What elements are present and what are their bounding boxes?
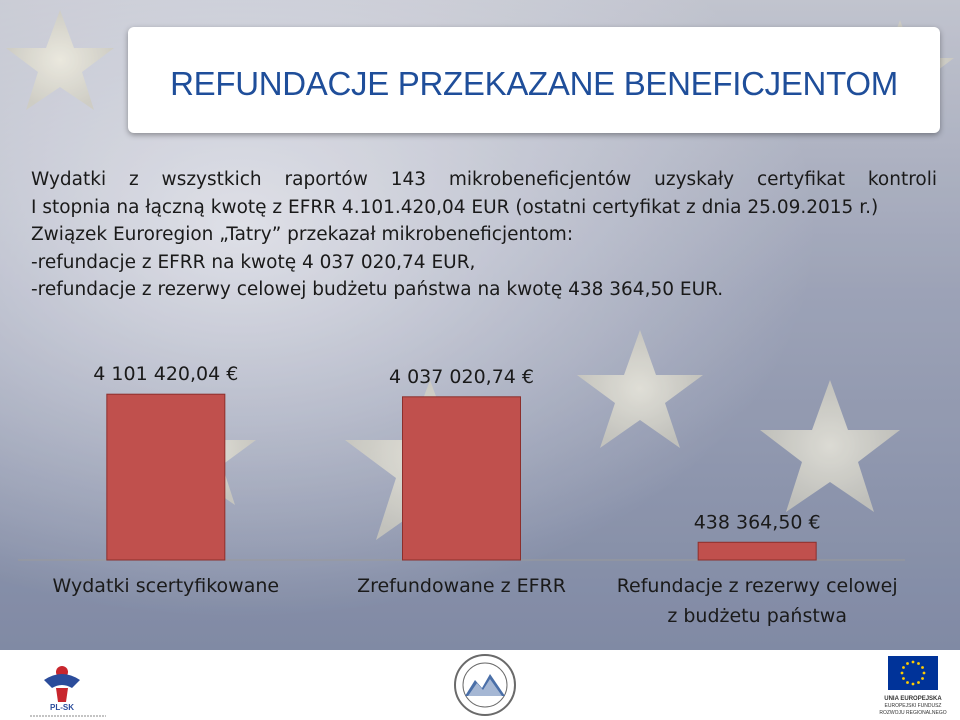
svg-text:ROZWOJU REGIONALNEGO: ROZWOJU REGIONALNEGO — [879, 710, 947, 716]
body-line-1: Wydatki z wszystkich raportów 143 mikrobeneficjentów uzyskały certyfikat kontroli — [31, 169, 937, 190]
svg-text:EUROPEJSKI FUNDUSZ: EUROPEJSKI FUNDUSZ — [884, 703, 942, 709]
data-label-1: 4 101 420,04 € — [93, 363, 239, 386]
body-line-5: -refundacje z rezerwy celowej budżetu państwa na kwotę 438 364,50 EUR. — [31, 279, 724, 300]
eu-star-icon — [901, 672, 904, 675]
eu-star-icon — [912, 683, 915, 686]
body-text — [31, 166, 937, 304]
eu-star-icon — [912, 661, 915, 664]
bar-3 — [698, 542, 816, 560]
eu-star-icon — [917, 681, 920, 684]
body-line-2: I stopnia na łączną kwotę z EFRR 4.101.420,04 EUR (ostatni certyfikat z dnia 25.09.2015 r.) — [31, 196, 879, 218]
eu-star-icon — [902, 677, 905, 680]
bar-1 — [107, 394, 225, 560]
bar-2 — [403, 397, 521, 560]
body-line-4: -refundacje z EFRR na kwotę 4 037 020,74 EUR, — [31, 251, 476, 273]
slide-title: REFUNDACJE PRZEKAZANE BENEFICJENTOM — [170, 65, 898, 102]
eu-star-icon — [906, 662, 909, 665]
body-line-3: Związek Euroregion „Tatry” przekazał mikrobeneficjentom: — [31, 224, 574, 245]
euroregion-tatry-logo — [440, 652, 530, 718]
bar-chart — [0, 340, 960, 650]
eu-star-icon — [921, 666, 924, 669]
title-box — [128, 27, 940, 133]
category-label-3-line-1: Refundacje z rezerwy celowej — [616, 575, 898, 597]
data-label-3: 438 364,50 € — [693, 511, 821, 534]
svg-text:PL-SK: PL-SK — [50, 703, 74, 712]
category-label-1: Wydatki scertyfikowane — [52, 575, 280, 597]
eu-star-icon — [917, 662, 920, 665]
category-label-3-line-2: z budżetu państwa — [667, 605, 847, 627]
data-label-2: 4 037 020,74 € — [388, 365, 535, 388]
svg-text:UNIA EUROPEJSKA: UNIA EUROPEJSKA — [884, 696, 942, 702]
eu-star-icon — [902, 666, 905, 669]
category-label-2: Zrefundowane z EFRR — [357, 575, 566, 597]
eu-star-icon — [923, 672, 926, 675]
footer — [0, 650, 960, 720]
eu-star-icon — [921, 677, 924, 680]
pl-sk-logo — [22, 658, 122, 718]
eu-flag-logo — [870, 656, 956, 718]
eu-star-icon — [906, 681, 909, 684]
